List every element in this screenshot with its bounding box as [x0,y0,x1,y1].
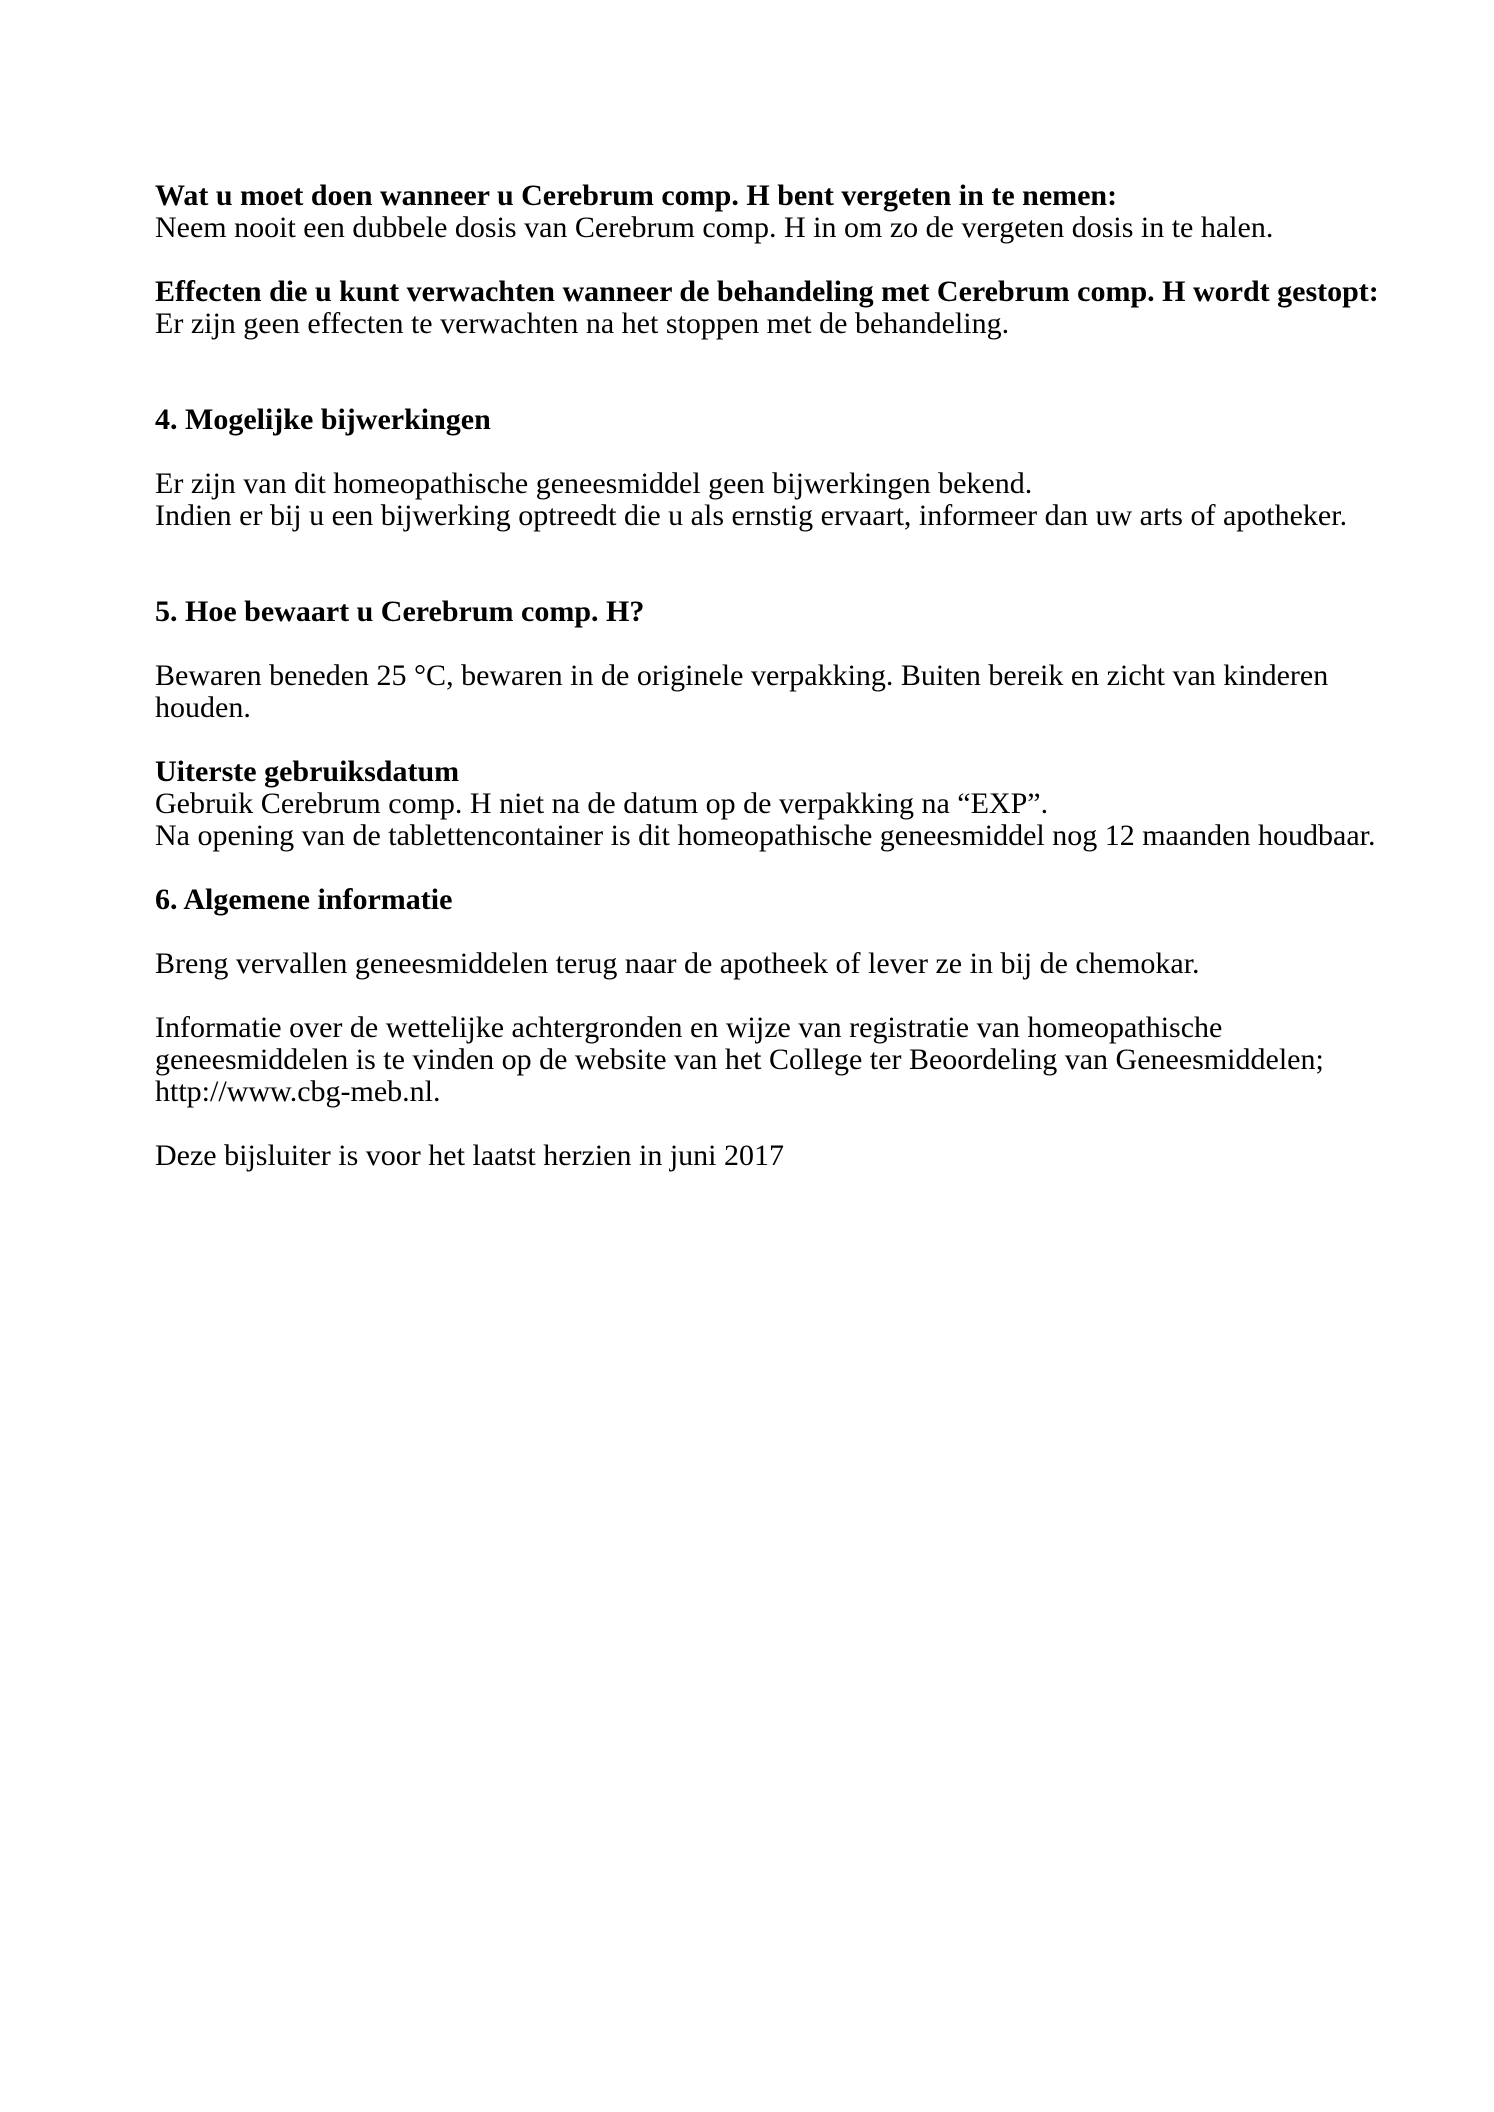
text-expiry-line-2: Na opening van de tablettencontainer is dit homeopathische geneesmiddel nog 12 maanden houdbaar. [155,819,1376,852]
text-last-revised: Deze bijsluiter is voor het laatst herzien in juni 2017 [155,1139,785,1172]
text-expiry-line-1: Gebruik Cerebrum comp. H niet na de datum op de verpakking na “EXP”. [155,787,1049,820]
heading-section-5-storage: 5. Hoe bewaart u Cerebrum comp. H? [155,595,645,628]
paragraph-storage [155,660,1455,724]
text-return-medicines: Breng vervallen geneesmiddelen terug naar de apotheek of lever ze in bij de chemokar. [155,947,1200,980]
section-missed-dose [155,180,1455,244]
text-registration-info-url: http://www.cbg-meb.nl. [155,1075,441,1108]
text-missed-dose: Neem nooit een dubbele dosis van Cerebrum comp. H in om zo de vergeten dosis in te halen. [155,211,1274,244]
section-6-general-info [155,884,1455,916]
section-5-storage [155,596,1455,628]
text-registration-info-line-2: geneesmiddelen is te vinden op de website van het College ter Beoordeling van Geneesmiddelen; [155,1043,1324,1076]
text-storage-line-2: houden. [155,691,251,724]
text-storage-line-1: Bewaren beneden 25 °C, bewaren in de originele verpakking. Buiten bereik en zicht van kinderen [155,659,1329,692]
paragraph-return-medicines [155,948,1455,980]
heading-section-6-general-info: 6. Algemene informatie [155,883,453,916]
paragraph-registration-info [155,1012,1455,1108]
heading-expiry-date: Uiterste gebruiksdatum [155,755,460,788]
leaflet-page [155,180,1455,1172]
text-stopping-treatment: Er zijn geen effecten te verwachten na het stoppen met de behandeling. [155,307,1010,340]
section-4-side-effects [155,404,1455,436]
heading-section-4-side-effects: 4. Mogelijke bijwerkingen [155,403,491,436]
text-side-effects-line-1: Er zijn van dit homeopathische geneesmiddel geen bijwerkingen bekend. [155,467,1033,500]
heading-stopping-treatment: Effecten die u kunt verwachten wanneer de behandeling met Cerebrum comp. H wordt gestopt: [155,275,1379,308]
section-expiry-date [155,756,1455,852]
text-registration-info-line-1: Informatie over de wettelijke achtergronden en wijze van registratie van homeopathische [155,1011,1223,1044]
paragraph-side-effects [155,468,1455,532]
text-side-effects-line-2: Indien er bij u een bijwerking optreedt die u als ernstig ervaart, informeer dan uw arts of apotheker. [155,499,1348,532]
paragraph-last-revised [155,1140,1455,1172]
heading-missed-dose: Wat u moet doen wanneer u Cerebrum comp. H bent vergeten in te nemen: [155,179,1118,212]
section-stopping-treatment [155,276,1455,340]
